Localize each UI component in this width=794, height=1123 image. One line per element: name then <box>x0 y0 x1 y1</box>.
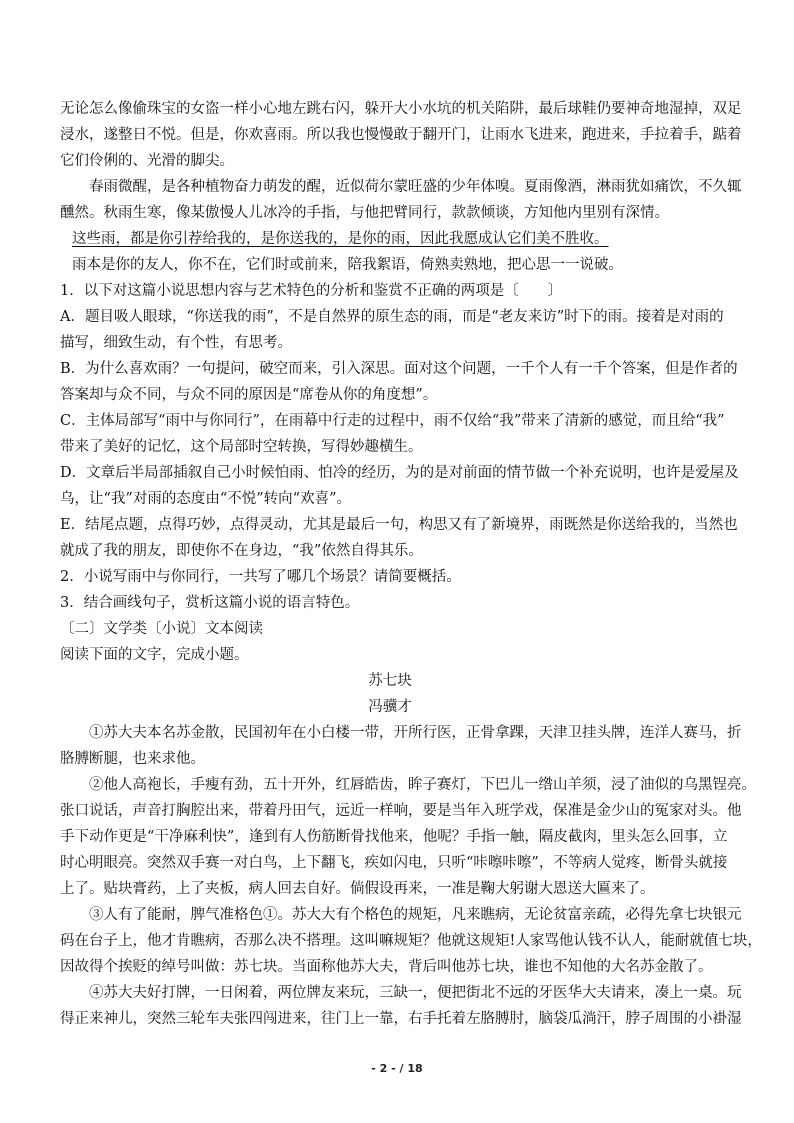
story-paragraph-line: ③人有了能耐，脾气准格色①。苏大大有个格色的规矩，凡来瞧病，无论贫富亲疏，必得先拿七块银元 <box>89 907 742 923</box>
document-body <box>60 96 762 1032</box>
story-paragraph-line: 因故得个挨贬的绰号叫做：苏七块。当面称他苏大夫，背后叫他苏七块，谁也不知他的大名苏金散了。 <box>60 959 713 975</box>
story-paragraph-line: 上了。贴块膏药，上了夹板，病人回去自好。倘假设再来，一准是鞠大躬谢大恩送大匾来了。 <box>60 881 655 897</box>
question-2: 2．小说写雨中与你同行，一共写了哪几个场景？请简要概括。 <box>60 569 461 585</box>
story-paragraph-line: 码在台子上，他才肯瞧病，否那么决不搭理。这叫嘛规矩？他就这规矩!人家骂他认钱不认人，能耐就值七块， <box>60 933 762 949</box>
paragraph-line: 春雨微醒，是各种植物奋力萌发的醒，近似荷尔蒙旺盛的少年体嗅。夏雨像酒，淋雨犹如痛饮，不久辄 <box>89 179 742 195</box>
page-number: - 2 - / 18 <box>371 1062 423 1075</box>
story-paragraph-line: 得正来神儿，突然三轮车夫张四闯进来，往门上一靠，右手托着左胳膊肘，脑袋瓜淌汗，脖子周围的小褂湿 <box>60 1011 742 1027</box>
paragraph-line: 无论怎么像偷珠宝的女盗一样小心地左跳右闪，躲开大小水坑的机关陷阱，最后球鞋仍要神奇地湿掉，双足 <box>60 101 742 117</box>
option-d: D．文章后半局部插叙自己小时候怕雨、怕冷的经历，为的是对前面的情节做一个补充说明，也许是爱屋及 <box>60 465 739 481</box>
option-b-cont: 答案却与众不同，与众不同的原因是“席卷从你的角度想”。 <box>60 387 438 403</box>
question-3: 3．结合画线句子，赏析这篇小说的语言特色。 <box>60 595 360 611</box>
underlined-sentence: 这些雨，都是你引荐给我的，是你送我的，是你的雨，因此我愿成认它们美不胜收。 <box>72 231 609 247</box>
option-a: A．题目吸人眼球，“你送我的雨”，不是自然界的原生态的雨，而是“老友来访”时下的雨。接着是对雨的 <box>60 309 724 325</box>
option-c-cont: 带来了美好的记忆，这个局部时空转换，写得妙趣横生。 <box>60 439 423 455</box>
story-paragraph-line: 时心明眼亮。突然双手赛一对白鸟，上下翻飞，疾如闪电，只听“咔嚓咔嚓”，不等病人觉疼，断骨头就接 <box>60 855 728 871</box>
option-c: C．主体局部写“雨中与你同行”，在雨幕中行走的过程中，雨不仅给“我”带来了清新的感觉，而且给“我” <box>60 413 725 429</box>
paragraph-line: 醺然。秋雨生寒，像某傲慢人儿冰冷的手指，与他把臂同行，款款倾谈，方知他内里别有深情。 <box>60 205 669 221</box>
section-instruction: 阅读下面的文字，完成小题。 <box>60 647 249 663</box>
option-a-cont: 描写，细致生动，有个性，有思考。 <box>60 335 292 351</box>
option-e: E．结尾点题，点得巧妙，点得灵动，尤其是最后一句，构思又有了新境界，雨既然是你送给我的，当然也 <box>60 517 738 533</box>
paragraph-line: 雨本是你的友人，你不在，它们时或前来，陪我絮语，倚熟卖熟地，把心思一一说破。 <box>72 257 623 273</box>
story-title: 苏七块 <box>368 673 412 689</box>
option-d-cont: 乌，让“我”对雨的态度由“不悦”转向“欢喜”。 <box>60 491 351 507</box>
paragraph-line: 它们伶俐的、光滑的脚尖。 <box>60 153 234 169</box>
story-author: 冯骥才 <box>368 699 412 715</box>
paragraph-line: 浸水，遂整日不悦。但是，你欢喜雨。所以我也慢慢敢于翻开门，让雨水飞进来，跑进来，手拉着手，踮着 <box>60 127 742 143</box>
story-paragraph-line: ①苏大夫本名苏金散，民国初年在小白楼一带，开所行医，正骨拿踝，天津卫挂头牌，连洋人赛马，折 <box>89 725 742 741</box>
story-paragraph-line: ④苏大夫好打牌，一日闲着，两位牌友来玩，三缺一，便把街北不远的牙医华大夫请来，凑上一桌。玩 <box>89 985 742 1001</box>
story-paragraph-line: 手下动作更是“干净麻利快”，逢到有人伤筋断骨找他来，他呢？手指一触，隔皮截肉，里头怎么回事，立 <box>60 829 728 845</box>
option-e-cont: 就成了我的朋友，即使你不在身边，“我”依然自得其乐。 <box>60 543 423 559</box>
story-paragraph-line: 胳膊断腿，也来求他。 <box>60 751 205 767</box>
question-1: 1．以下对这篇小说思想内容与艺术特色的分析和鉴赏不正确的两项是〔 〕 <box>60 283 563 299</box>
story-paragraph-line: 张口说话，声音打胸腔出来，带着丹田气，远近一样响，要是当年入班学戏，保准是金少山的冤家对头。他 <box>60 803 742 819</box>
section-heading: 〔二〕文学类〔小说〕文本阅读 <box>60 621 263 637</box>
story-paragraph-line: ②他人高袍长，手瘦有劲，五十开外，红唇皓齿，眸子赛灯，下巴儿一绺山羊须，浸了油似的乌黑锃亮。 <box>89 777 756 793</box>
option-b: B．为什么喜欢雨？一句提问，破空而来，引入深思。面对这个问题，一千个人有一千个答案，但是作者的 <box>60 361 738 377</box>
